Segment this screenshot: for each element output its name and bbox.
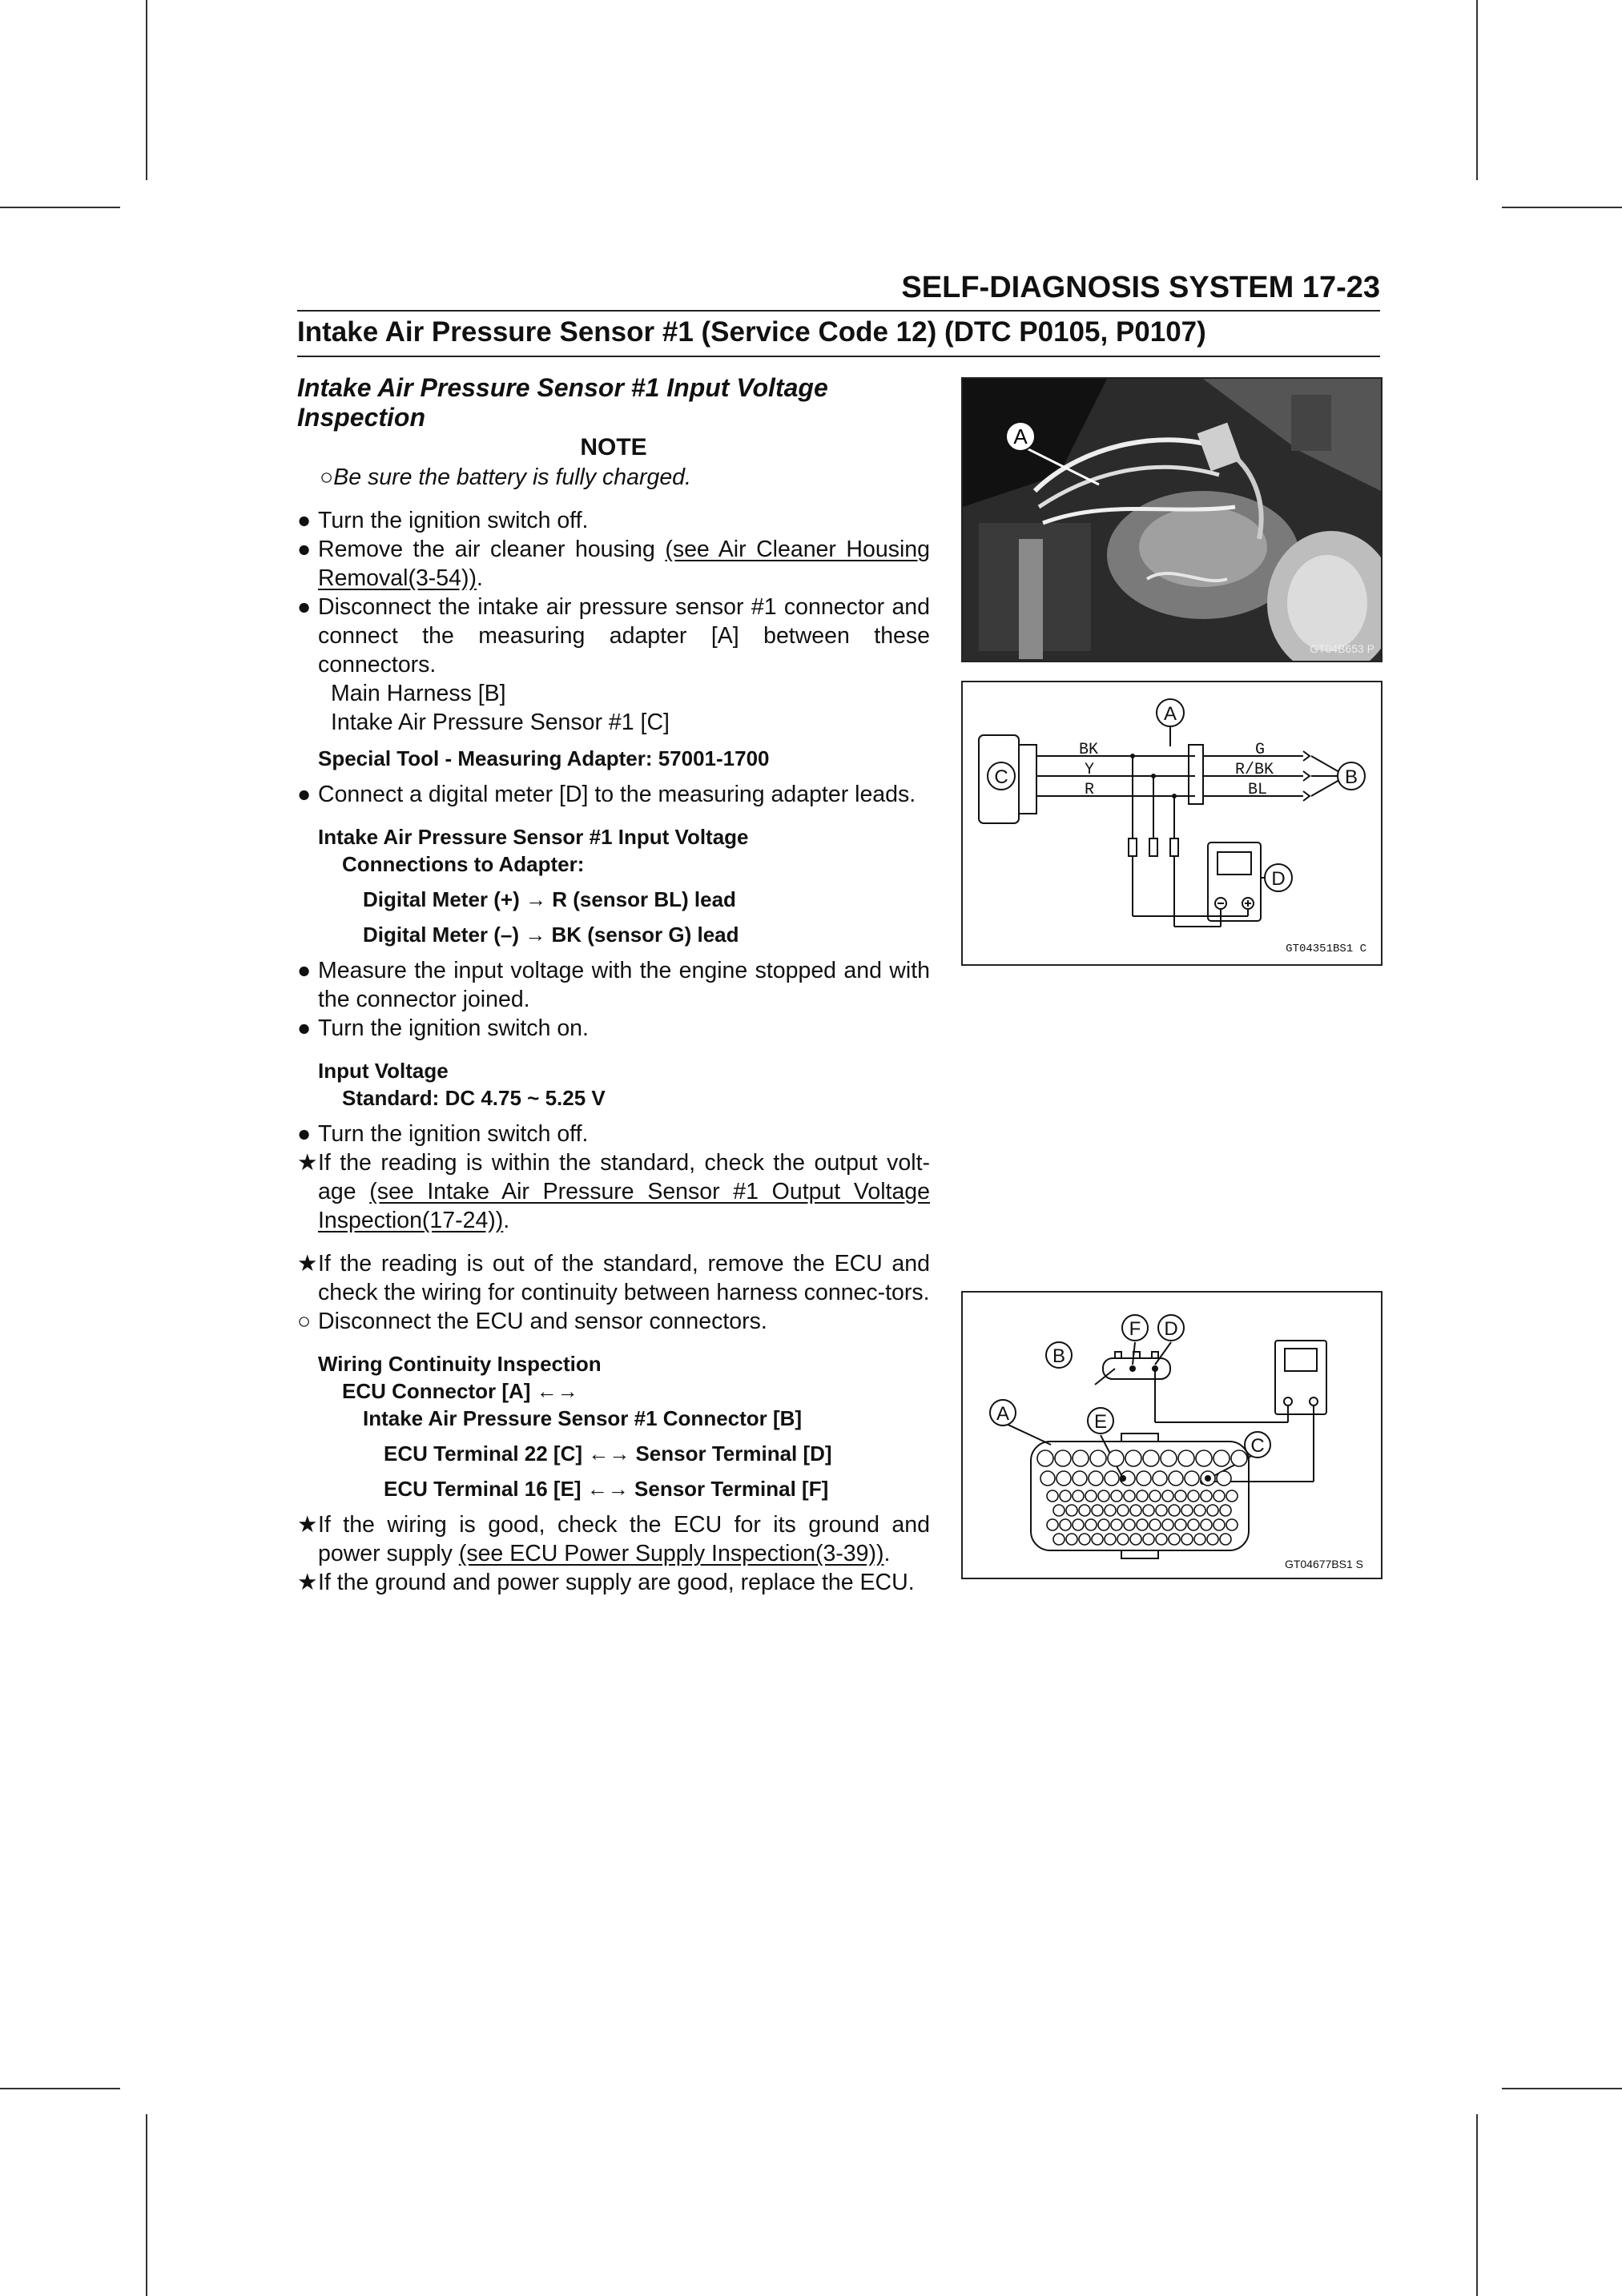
spec-line: ECU Terminal 22 [C] ←→ Sensor Terminal [D] — [384, 1442, 832, 1466]
subheading: Intake Air Pressure Sensor #1 Input Voltage Inspection — [297, 373, 828, 432]
figure-code: GT04677BS1 S — [1284, 1558, 1363, 1570]
step-item: ● Measure the input voltage with the engine stopped and with the connector joined. — [297, 958, 930, 1012]
ecu-pin-row — [1037, 1450, 1247, 1466]
figure-code: GT04351BS1 C — [1286, 943, 1366, 955]
label-c: C — [1250, 1435, 1265, 1457]
spec-line: Digital Meter (+) → R (sensor BL) lead — [363, 887, 736, 911]
step-item: ★ If the reading is out of the standard, remove the ECU and check the wiring for continuity between harness connec-tors. — [297, 1251, 930, 1305]
ecu-connector-schematic — [963, 1293, 1381, 1578]
wire-color-label: R/BK — [1235, 761, 1274, 779]
spec-title: Intake Air Pressure Sensor #1 Input Voltage — [318, 825, 749, 849]
label-a: A — [996, 1403, 1010, 1425]
cross-reference-link[interactable]: (see ECU Power Supply Inspection(3-39)) — [458, 1541, 884, 1566]
label-f: F — [1129, 1318, 1141, 1340]
step-sub-item: Intake Air Pressure Sensor #1 [C] — [331, 710, 670, 735]
wire-color-label: BK — [1079, 741, 1099, 759]
label-d: D — [1164, 1318, 1178, 1340]
wire-color-label: R — [1085, 781, 1095, 799]
step-item: ● Remove the air cleaner housing (see Air Cleaner Housing Removal(3-54)). — [297, 537, 930, 591]
crop-mark — [1502, 207, 1622, 208]
label-a: A — [1013, 424, 1028, 448]
label-b: B — [1344, 766, 1358, 788]
crop-mark — [1476, 2114, 1478, 2296]
adapter-wiring-diagram — [961, 681, 1383, 966]
ecu-pin-row — [1047, 1519, 1238, 1530]
crop-mark — [1476, 0, 1478, 180]
section-rule — [297, 356, 1380, 357]
label-d: D — [1271, 868, 1286, 890]
engine-photo-image — [963, 379, 1381, 661]
spec-line: Standard: DC 4.75 ~ 5.25 V — [342, 1086, 606, 1110]
wire-color-label: G — [1255, 741, 1266, 759]
cross-reference-link[interactable]: (see Intake Air Pressure Sensor #1 Output Voltage Inspection(17-24)) — [318, 1179, 930, 1233]
label-c: C — [994, 766, 1008, 788]
note-body: ○Be sure the battery is fully charged. — [320, 464, 691, 490]
crop-mark — [0, 207, 120, 208]
ecu-pin-row — [1047, 1490, 1238, 1502]
step-sub-item: Main Harness [B] — [331, 681, 506, 706]
step-item: ● Turn the ignition switch off. — [297, 508, 589, 533]
wire-color-label: Y — [1085, 761, 1095, 779]
step-item: ★ If the ground and power supply are good, replace the ECU. — [297, 1570, 915, 1595]
page-header-title: SELF-DIAGNOSIS SYSTEM 17-23 — [901, 271, 1380, 304]
special-tool: Special Tool - Measuring Adapter: 57001-1700 — [318, 746, 770, 770]
header-rule — [297, 310, 1380, 312]
note-title: NOTE — [580, 434, 647, 460]
step-item: ★ If the wiring is good, check the ECU for its ground and power supply (see ECU Power Supply Inspection(3-39)). — [297, 1512, 930, 1566]
cross-reference-link[interactable]: (see Air Cleaner Housing Removal(3-54)) — [318, 537, 930, 591]
step-item: ● Disconnect the intake air pressure sensor #1 connector and connect the measuring adapter [A] between these connectors. — [297, 594, 930, 678]
crop-mark — [146, 2114, 147, 2296]
step-item: ★ If the reading is within the standard, check the output volt-age (see Intake Air Pressure Sensor #1 Output Voltage Inspection(17-24)). — [297, 1150, 930, 1233]
step-item: ● Turn the ignition switch off. — [297, 1121, 589, 1147]
section-title: Intake Air Pressure Sensor #1 (Service Code 12) (DTC P0105, P0107) — [297, 316, 1206, 348]
wire-color-label: BL — [1248, 781, 1268, 799]
spec-title: Input Voltage — [318, 1059, 449, 1083]
label-a: A — [1163, 703, 1177, 725]
label-b: B — [1052, 1345, 1066, 1367]
ecu-pin-row — [1040, 1471, 1231, 1486]
crop-mark — [0, 2088, 120, 2089]
spec-title: Wiring Continuity Inspection — [318, 1352, 602, 1376]
spec-line: ECU Terminal 16 [E] ←→ Sensor Terminal [F] — [384, 1477, 829, 1501]
wiring-schematic — [963, 682, 1381, 964]
step-item: ● Connect a digital meter [D] to the measuring adapter leads. — [297, 782, 916, 807]
crop-mark — [1502, 2088, 1622, 2089]
spec-line: Digital Meter (–) → BK (sensor G) lead — [363, 923, 739, 947]
figure-code: GT04B653 P — [1310, 642, 1374, 655]
ecu-pin-row — [1053, 1534, 1231, 1545]
spec-line: Connections to Adapter: — [342, 852, 585, 876]
ecu-pin-row — [1053, 1505, 1231, 1516]
step-item: ● Turn the ignition switch on. — [297, 1015, 589, 1041]
step-item: ○ Disconnect the ECU and sensor connectors. — [297, 1309, 767, 1334]
main-text-column — [297, 373, 930, 1597]
spec-line: ECU Connector [A] ←→ — [342, 1379, 578, 1403]
crop-mark — [146, 0, 147, 180]
adapter-photo — [961, 377, 1383, 662]
spec-line: Intake Air Pressure Sensor #1 Connector [B] — [363, 1406, 803, 1430]
label-e: E — [1093, 1411, 1108, 1433]
ecu-continuity-diagram — [961, 1291, 1383, 1579]
